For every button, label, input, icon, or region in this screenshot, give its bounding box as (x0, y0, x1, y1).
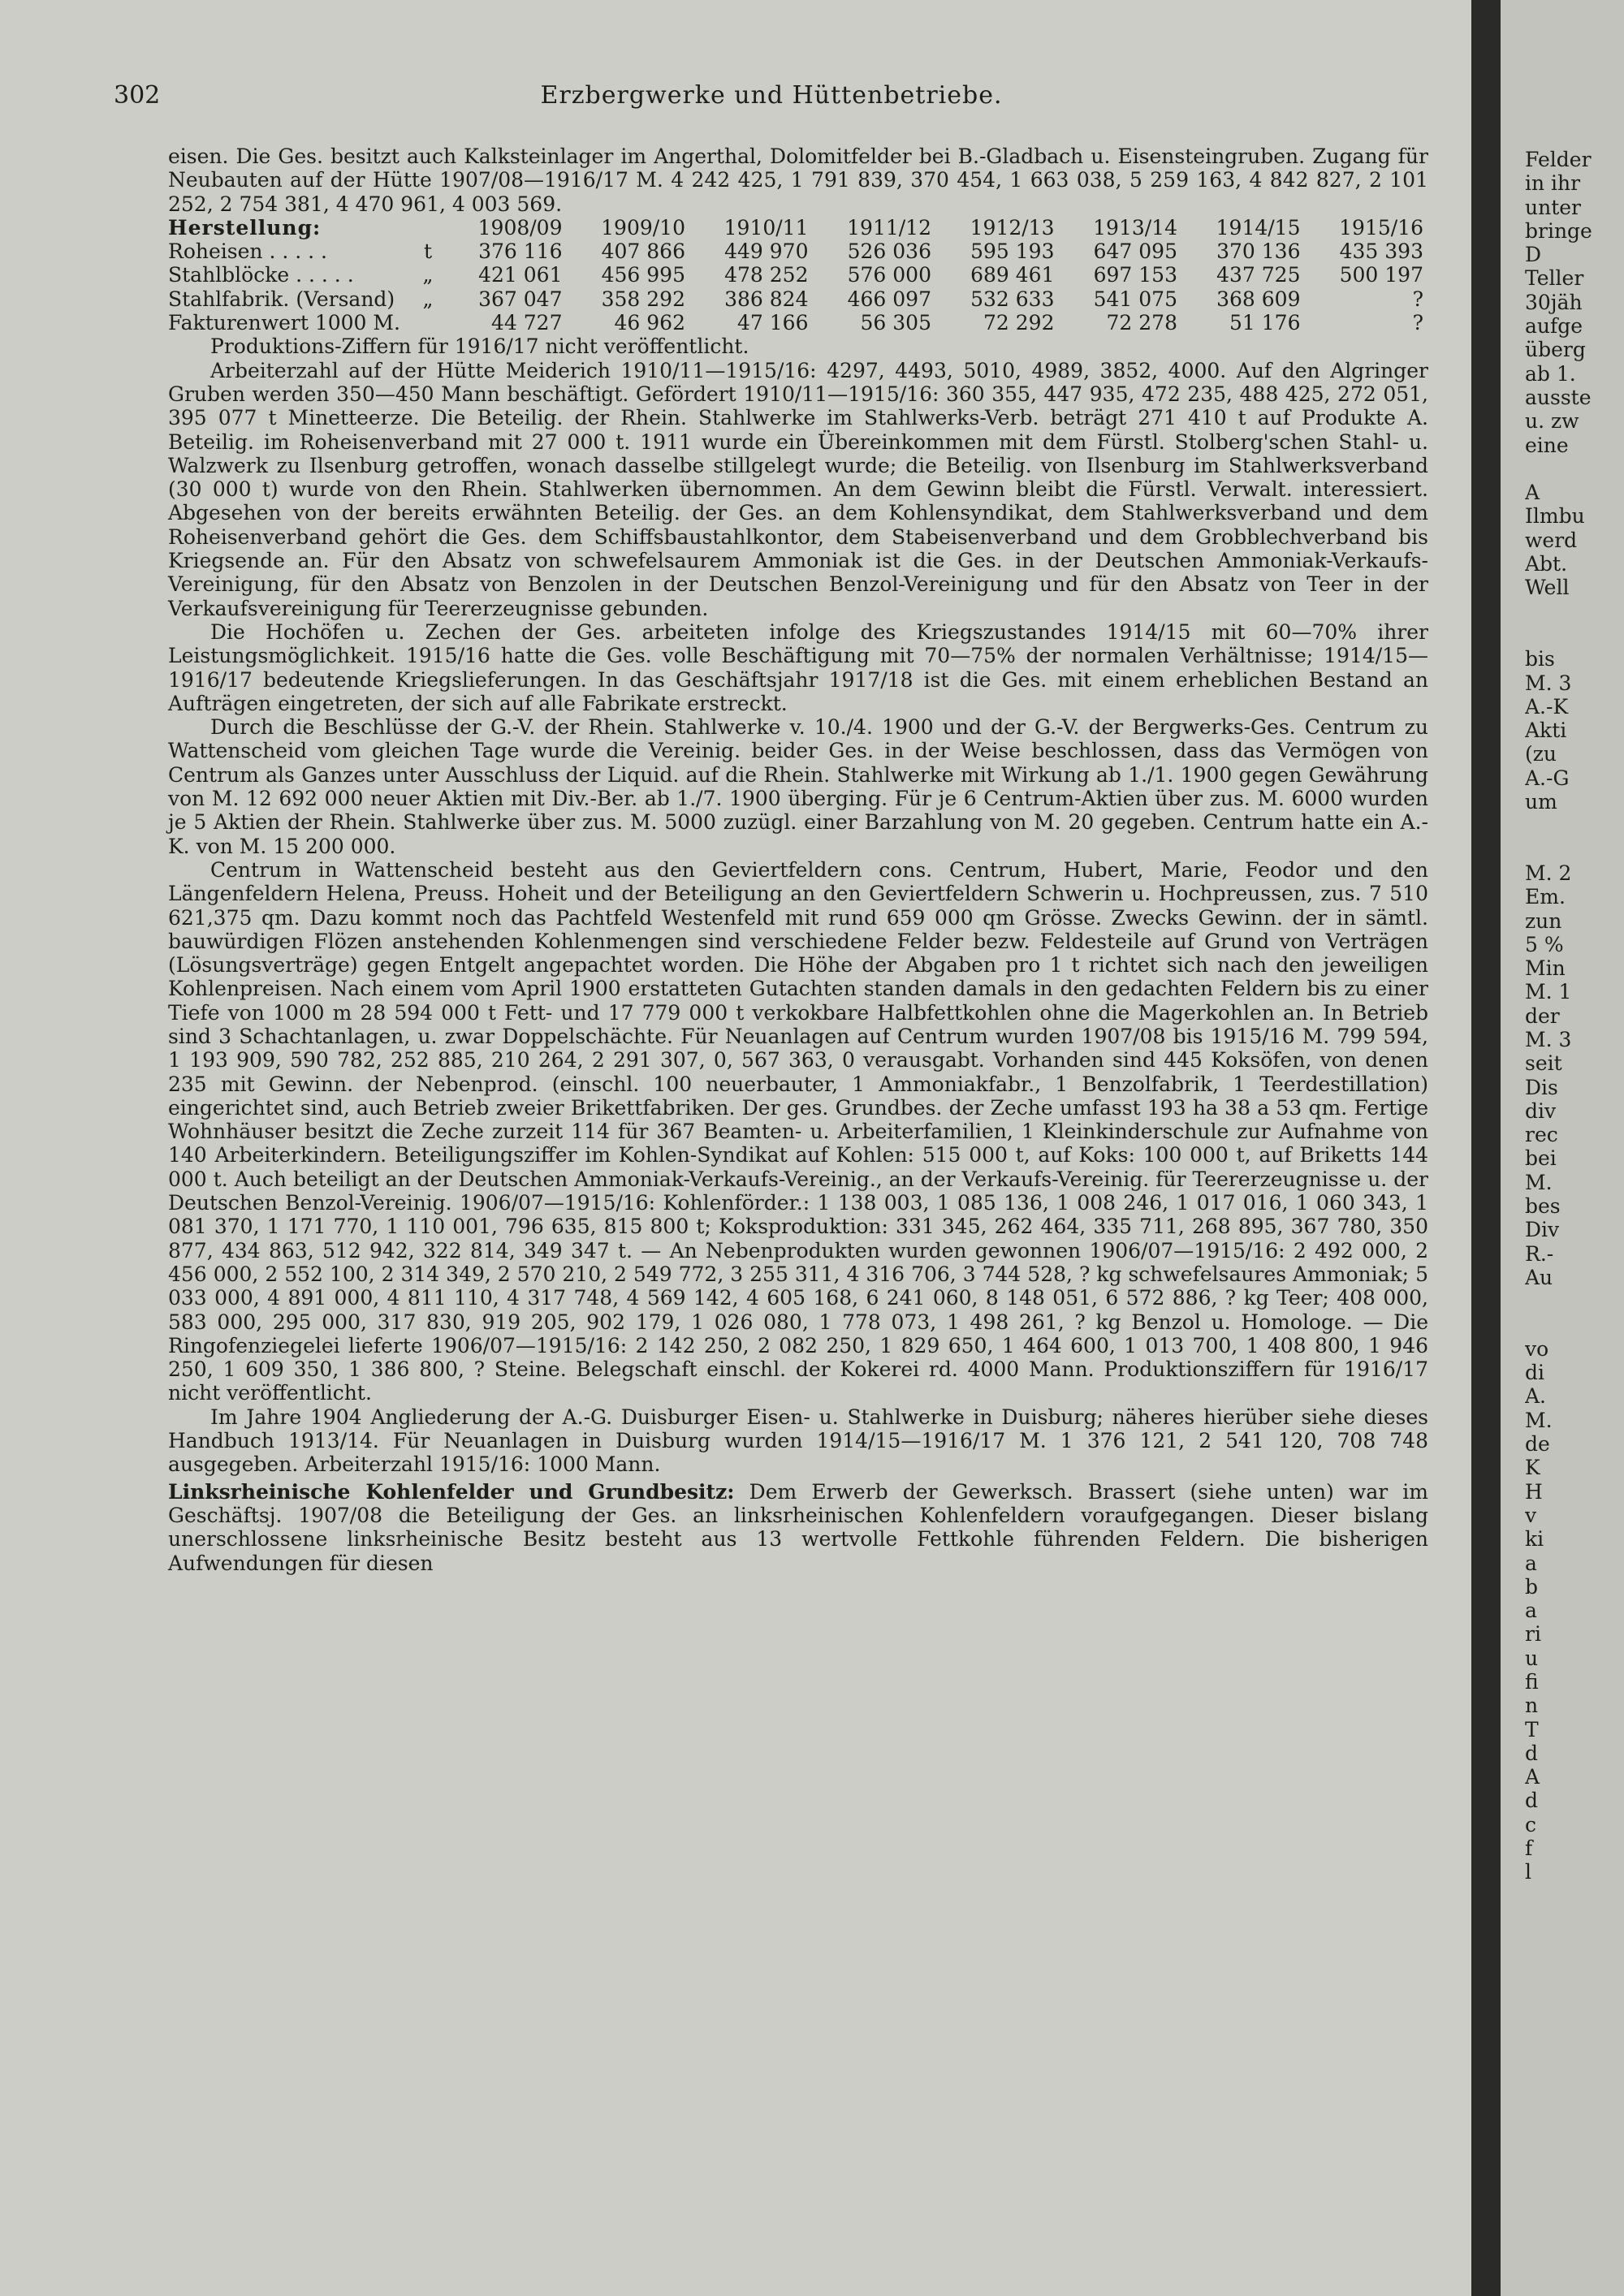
table-cell: 370 136 (1216, 240, 1301, 264)
facing-page-line: Akti (1525, 719, 1567, 743)
facing-page-line: zun (1525, 908, 1562, 933)
table-row (168, 311, 1428, 334)
table-cell: 449 970 (724, 240, 809, 264)
table-cell: 689 461 (970, 263, 1055, 287)
facing-page-line: rec (1525, 1123, 1558, 1147)
facing-page-line: M. (1525, 1170, 1553, 1194)
year-header: 1908/09 (477, 215, 563, 240)
table-row (168, 287, 1428, 311)
table-cell: 376 116 (478, 240, 563, 264)
table-cell: 576 000 (847, 263, 931, 287)
facing-page-line: 5 % (1525, 932, 1564, 956)
year-header: 1915/16 (1339, 215, 1423, 240)
facing-page-line: a (1525, 1599, 1537, 1623)
table-cell: ? (1412, 311, 1423, 335)
facing-page-line (1525, 600, 1624, 624)
facing-page-line (1525, 457, 1624, 481)
table-cell: 44 727 (491, 311, 563, 335)
table-cell: 386 824 (724, 287, 809, 311)
facing-page-line: u (1525, 1646, 1539, 1670)
table-cell: 72 278 (1106, 311, 1177, 335)
facing-page-line: werd (1525, 528, 1578, 552)
section-text: Dem Erwerb der Gewerksch. Brassert (siehe unten) war im Geschäftsj. 1907/08 die Beteiligung der Ges. an linksrheinischen Kohlenfeldern voraufgegangen. Dieser bislang unerschlossene linksrheinische Besitz besteht aus 13 wertvolle Fettkohle führenden Feldern. Die bisherigen Aufwendungen für diesen (168, 1479, 1428, 1575)
facing-page-line: bis (1525, 647, 1555, 671)
facing-page-line: M. 3 (1525, 671, 1572, 695)
table-cell: 51 176 (1229, 311, 1301, 335)
table-cell: 72 292 (983, 311, 1055, 335)
facing-page-line: ab 1. (1525, 361, 1576, 386)
facing-page-line: Dis (1525, 1075, 1558, 1099)
table-cell: 500 197 (1339, 263, 1423, 287)
facing-page-line: de (1525, 1432, 1550, 1457)
facing-page-line: bei (1525, 1146, 1557, 1171)
table-cell: 368 609 (1216, 287, 1301, 311)
year-header: 1913/14 (1093, 215, 1177, 240)
facing-page-line: D (1525, 243, 1542, 267)
linksrheinische-paragraph (168, 1480, 1428, 1575)
row-unit: t (423, 240, 433, 264)
production-table-heading: Herstellung: (168, 215, 322, 240)
facing-page-line: fi (1525, 1670, 1539, 1694)
facing-page-line: der (1525, 1003, 1560, 1028)
facing-page-line: Teller (1525, 266, 1584, 291)
centrum-description-paragraph: Centrum in Wattenscheid besteht aus den Geviertfeldern cons. Centrum, Hubert, Marie, Feodor und den Längenfeldern Helena, Preuss. Hoheit und der Beteiligung an den Geviertfeldern Schwerin u. Hochpreussen, zus. 7 510 621,375 qm. Dazu kommt noch das Pachtfeld Westenfeld mit rund 659 000 qm Grösse. Zwecks Gewinn. der in sämtl. bauwürdigen Flözen anstehenden Kohlenmengen sind verschiedene Felder bezw. Feldesteile auf Grund von Verträgen (Lösungsverträge) gegen Entgelt angepachtet worden. Die Höhe der Abgaben pro 1 t richtet sich nach den jeweiligen Kohlenpreisen. Nach einem vom April 1900 erstatteten Gutachten standen damals in den gedachten Feldern bis zu einer Tiefe von 1000 m 28 594 000 t Fett- und 17 779 000 t verkokbare Halbfettkohlen ohne die Magerkohlen an. In Betrieb sind 3 Schachtanlagen, u. zwar Doppelschächte. Für Neuanlagen auf Centrum wurden 1907/08 bis 1915/16 M. 799 594, 1 193 909, 590 782, 252 885, 210 264, 2 291 307, 0, 567 363, 0 verausgabt. Vorhanden sind 445 Koksöfen, von denen 235 mit Gewinn. der Nebenprod. (einschl. 100 neuerbauter, 1 Ammoniakfabr., 1 Benzolfabrik, 1 Teerdestillation) eingerichtet sind, auch Betrieb zweier Brikettfabriken. Der ges. Grundbes. der Zeche umfasst 193 ha 38 a 53 qm. Fertige Wohnhäuser besitzt die Zeche zurzeit 114 für 367 Beamten- u. Arbeiterfamilien, 1 Kleinkinderschule zur Aufnahme von 140 Arbeiterkindern. Beteiligungsziffer im Kohlen-Syndikat auf Kohlen: 515 000 t, auf Koks: 100 000 t, auf Briketts 144 000 t. Auch beteiligt an der Deutschen Ammoniak-Verkaufs-Vereinig., an der Verkaufs-Vereinig. für Teererzeugnisse u. der Deutschen Benzol-Vereinig. 1906/07—1915/16: Kohlenförder.: 1 138 003, 1 085 136, 1 008 246, 1 017 016, 1 060 343, 1 081 370, 1 171 770, 1 110 001, 796 635, 815 800 t; Koksproduktion: 331 345, 262 464, 335 711, 268 895, 367 780, 350 877, 434 863, 512 942, 322 814, 349 347 t. — An Nebenprodukten wurden gewonnen 1906/07—1915/16: 2 492 000, 2 456 000, 2 552 100, 2 314 349, 2 570 210, 2 549 772, 3 255 311, 4 316 706, 3 744 528, ? kg schwefelsaures Ammoniak; 5 033 000, 4 891 000, 4 811 110, 4 317 748, 4 569 142, 4 605 168, 6 241 060, 8 148 051, 6 572 886, ? kg Teer; 408 000, 583 000, 295 000, 317 830, 919 205, 902 179, 1 026 080, 1 778 073, 1 498 261, ? kg Benzol u. Homologe. — Die Ringofenziegelei lieferte 1906/07—1915/16: 2 142 250, 2 082 250, 1 829 650, 1 464 600, 1 013 700, 1 408 800, 1 946 250, 1 609 350, 1 386 800, ? Steine. Belegschaft einschl. der Kokerei rd. 4000 Mann. Produktionsziffern für 1916/17 nicht veröffentlicht. (168, 857, 1428, 1405)
table-cell: 46 962 (614, 311, 685, 335)
centrum-merger-paragraph: Durch die Beschlüsse der G.-V. der Rhein. Stahlwerke v. 10./4. 1900 und der G.-V. der Bergwerks-Ges. Centrum zu Wattenscheid vom gleichen Tage wurde die Vereinig. beider Ges. in der Weise beschlossen, dass das Vermögen von Centrum als Ganzes unter Ausschluss der Liquid. auf die Rhein. Stahlwerke mit Wirkung ab 1./1. 1900 gegen Gewährung von M. 12 692 000 neuer Aktien mit Div.-Ber. ab 1./7. 1900 überging. Für je 6 Centrum-Aktien über zus. M. 6000 wurden je 5 Aktien der Rhein. Stahlwerke über zus. M. 5000 zuzügl. einer Barzahlung von M. 20 gegeben. Centrum hatte ein A.-K. von M. 15 200 000. (168, 715, 1428, 858)
facing-page-line: in ihr (1525, 171, 1581, 196)
year-header: 1911/12 (847, 215, 931, 240)
facing-page-line (1525, 838, 1624, 861)
table-cell: 358 292 (601, 287, 685, 311)
row-unit: „ (422, 263, 434, 287)
table-cell: 595 193 (970, 240, 1055, 264)
row-label: Fakturenwert 1000 M. (168, 311, 400, 335)
table-cell: 56 305 (860, 311, 931, 335)
facing-page-line: Felder (1525, 148, 1592, 171)
page-header (114, 81, 1429, 114)
table-row (168, 240, 1428, 263)
row-label: Stahlfabrik. (Versand) (168, 287, 395, 311)
facing-page-line: c (1525, 1812, 1537, 1836)
table-cell: 466 097 (847, 287, 931, 311)
facing-page-line: l (1525, 1860, 1531, 1884)
facing-page-line: A.-G (1525, 766, 1570, 790)
facing-page-line: Ilmbu (1525, 504, 1585, 529)
table-cell: 526 036 (847, 240, 931, 264)
facing-page-line: unter (1525, 195, 1581, 219)
facing-page-line: Abt. (1525, 552, 1568, 576)
facing-page-line: f (1525, 1836, 1533, 1861)
facing-page-fragment (1501, 0, 1624, 2296)
table-cell: 435 393 (1339, 240, 1423, 264)
table-cell: 421 061 (478, 263, 563, 287)
table-cell: ? (1412, 287, 1423, 311)
war-operations-paragraph: Die Hochöfen u. Zechen der Ges. arbeiteten infolge des Kriegszustandes 1914/15 mit 60—70% ihrer Leistungsmöglichkeit. 1915/16 hatte die Ges. volle Beschäftigung mit 70—75% der normalen Verhältnisse; 1914/15—1916/17 bedeutende Kriegslieferungen. In das Geschäftsjahr 1917/18 ist die Ges. mit einem erheblichen Bestand an Aufträgen eingetreten, der sich auf alle Fabrikate erstreckt. (168, 619, 1428, 715)
facing-page-line: überg (1525, 338, 1586, 362)
facing-page-line: M. (1525, 1408, 1553, 1432)
production-note: Produktions-Ziffern für 1916/17 nicht veröffentlicht. (210, 334, 749, 359)
facing-page-line: M. 2 (1525, 861, 1572, 885)
facing-page-line: u. zw (1525, 409, 1579, 434)
running-title: Erzbergwerke und Hüttenbetriebe. (540, 81, 1003, 110)
facing-page-line: ausste (1525, 385, 1592, 409)
facing-page-line (1525, 1289, 1624, 1313)
facing-page-line: um (1525, 790, 1557, 814)
row-label: Stahlblöcke . . . . . (168, 263, 354, 287)
facing-page-line: 30jäh (1525, 290, 1583, 314)
facing-page-line: ki (1525, 1527, 1544, 1552)
facing-page-line: H (1525, 1479, 1543, 1504)
table-cell: 47 166 (737, 311, 809, 335)
table-cell: 456 995 (601, 263, 685, 287)
year-header: 1914/15 (1216, 215, 1301, 240)
row-unit (412, 311, 444, 334)
facing-page-line: v (1525, 1503, 1537, 1527)
facing-page-line: T (1525, 1717, 1539, 1741)
production-table (168, 216, 1428, 334)
facing-page-line: aufge (1525, 314, 1583, 339)
year-header: 1909/10 (601, 215, 685, 240)
facing-page-line: seit (1525, 1051, 1562, 1076)
table-cell: 697 153 (1093, 263, 1177, 287)
facing-page-lines (1525, 148, 1624, 1884)
facing-page-line: R.- (1525, 1241, 1554, 1266)
book-gutter (1471, 0, 1501, 2296)
workforce-paragraph: Arbeiterzahl auf der Hütte Meiderich 1910/11—1915/16: 4297, 4493, 5010, 4989, 3852, 4000. Auf den Algringer Gruben werden 350—450 Mann beschäftigt. Gefördert 1910/11—1915/16: 360 355, 447 935, 472 235, 488 425, 272 051, 395 077 t Minetteerze. Die Beteilig. der Rhein. Stahlwerke im Stahlwerks-Verb. beträgt 271 410 t auf Produkte A. Beteilig. im Roheisenverband mit 27 000 t. 1911 wurde ein Übereinkommen mit dem Fürstl. Stolberg'schen Stahl- u. Walzwerk zu Ilsenburg getroffen, wonach dasselbe stillgelegt wurde; die Beteilig. von Ilsenburg im Stahlwerksverband (30 000 t) wurde von den Rhein. Stahlwerken übernommen. An dem Gewinn bleibt die Fürstl. Verwalt. interessiert. Abgesehen von der bereits erwähnten Beteilig. der Ges. an dem Kohlensyndikat, dem Stahlwerksverband und dem Roheisenverband gehört die Ges. dem Schiffsbaustahlkontor, dem Stabeisenverband und dem Grobblechverband bis Kriegsende an. Für den Absatz von schwefelsaurem Ammoniak ist die Ges. in der Deutschen Ammoniak-Verkaufs-Vereinigung, für den Absatz von Benzolen in der Deutschen Benzol-Vereinigung und für den Absatz von Teer in der Verkaufsvereinigung für Teererzeugnisse gebunden. (168, 358, 1428, 620)
facing-page-line: d (1525, 1789, 1539, 1813)
row-unit: „ (422, 287, 434, 311)
facing-page-line: M. 1 (1525, 980, 1572, 1004)
year-header: 1912/13 (970, 215, 1055, 240)
table-row (168, 263, 1428, 287)
page-number: 302 (114, 81, 161, 110)
production-table-header-row (168, 216, 1428, 240)
year-header: 1910/11 (723, 215, 809, 240)
table-cell: 367 047 (478, 287, 563, 311)
facing-page-line: Div (1525, 1218, 1560, 1242)
facing-page-line: vo (1525, 1336, 1549, 1361)
main-column (168, 145, 1428, 1575)
facing-page-line: Min (1525, 956, 1566, 981)
table-cell: 647 095 (1093, 240, 1177, 264)
facing-page-line: (zu (1525, 742, 1557, 766)
facing-page-line (1525, 1314, 1624, 1337)
facing-page-line: di (1525, 1361, 1544, 1385)
section-heading: Linksrheinische Kohlenfelder und Grundbesitz: (168, 1479, 735, 1504)
facing-page-line: A. (1525, 1384, 1547, 1409)
facing-page-line: Well (1525, 576, 1570, 600)
intro-paragraph: eisen. Die Ges. besitzt auch Kalksteinlager im Angerthal, Dolomitfelder bei B.-Gladbach u. Eisensteingruben. Zugang für Neubauten auf der Hütte 1907/08—1916/17 M. 4 242 425, 1 791 839, 370 454, 1 663 038, 5 259 163, 4 842 827, 2 101 252, 2 754 381, 4 470 961, 4 003 569. (168, 145, 1428, 216)
table-cell: 407 866 (601, 240, 685, 264)
facing-page-line: M. 3 (1525, 1027, 1572, 1051)
table-cell: 437 725 (1216, 263, 1301, 287)
facing-page-line: Au (1525, 1265, 1553, 1289)
facing-page-line: bes (1525, 1194, 1561, 1219)
facing-page-line: Em. (1525, 885, 1566, 909)
facing-page-line: eine (1525, 433, 1569, 457)
facing-page-line (1525, 814, 1624, 837)
facing-page-line: A.-K (1525, 694, 1569, 719)
facing-page-line: ri (1525, 1622, 1541, 1646)
facing-page-line: A (1525, 481, 1540, 505)
facing-page-line: A (1525, 1765, 1540, 1789)
facing-page-line: b (1525, 1574, 1539, 1599)
facing-page-line: K (1525, 1456, 1540, 1480)
facing-page-line: a (1525, 1551, 1537, 1575)
table-cell: 532 633 (970, 287, 1055, 311)
table-cell: 478 252 (724, 263, 809, 287)
duisburg-paragraph: Im Jahre 1904 Angliederung der A.-G. Duisburger Eisen- u. Stahlwerke in Duisburg; näheres hierüber siehe dieses Handbuch 1913/14. Für Neuanlagen in Duisburg wurden 1914/15—1916/17 M. 1 376 121, 2 541 120, 708 748 ausgegeben. Arbeiterzahl 1915/16: 1000 Mann. (168, 1405, 1428, 1477)
row-label: Roheisen . . . . . (168, 240, 327, 264)
facing-page-line: n (1525, 1694, 1539, 1718)
facing-page-line (1525, 624, 1624, 647)
facing-page-line: bringe (1525, 218, 1592, 243)
facing-page-line: div (1525, 1098, 1557, 1123)
facing-page-line: d (1525, 1741, 1539, 1765)
table-cell: 541 075 (1093, 287, 1177, 311)
